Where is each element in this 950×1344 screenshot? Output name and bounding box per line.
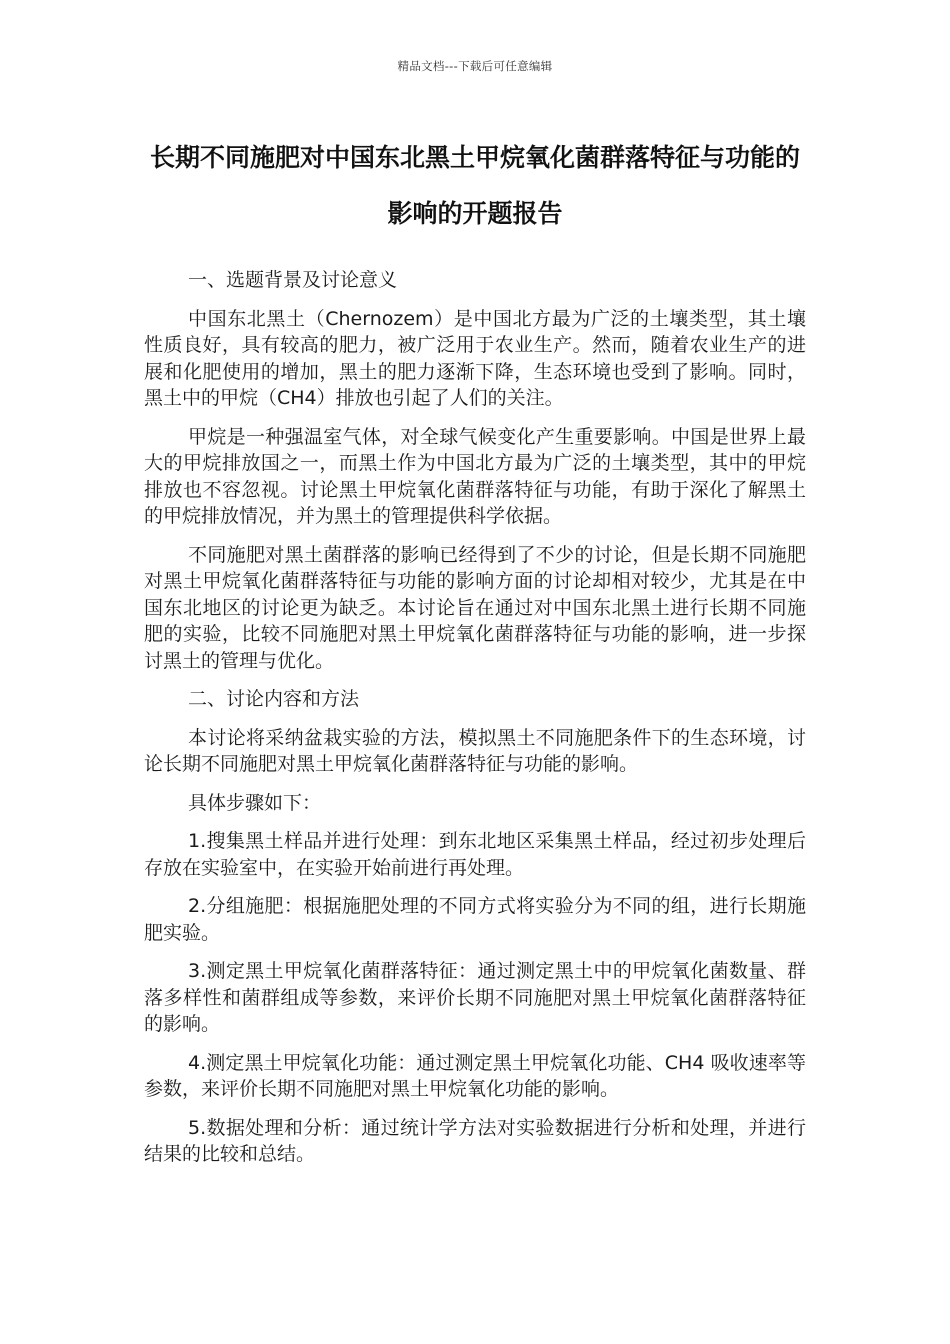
step-item: 1.搜集黑土样品并进行处理：到东北地区采集黑土样品，经过初步处理后存放在实验室中，在实验开始前进行再处理。 (144, 830, 806, 879)
step-item: 3.测定黑土甲烷氧化菌群落特征：通过测定黑土中的甲烷氧化菌数量、群落多样性和菌群组成等参数，来评价长期不同施肥对黑土甲烷氧化菌群落特征的影响。 (144, 960, 806, 1035)
paragraph: 中国东北黑土（Chernozem）是中国北方最为广泛的土壤类型，其土壤性质良好，具有较高的肥力，被广泛用于农业生产。然而，随着农业生产的进展和化肥使用的增加，黑土的肥力逐渐下降，生态环境也受到了影响。同时，黑土中的甲烷（CH4）排放也引起了人们的关注。 (144, 307, 806, 409)
section-heading-methods: 二、讨论内容和方法 (188, 688, 360, 710)
step-item: 4.测定黑土甲烷氧化功能：通过测定黑土甲烷氧化功能、CH4 吸收速率等参数，来评价长期不同施肥对黑土甲烷氧化功能的影响。 (144, 1051, 806, 1100)
paragraph: 不同施肥对黑土菌群落的影响已经得到了不少的讨论，但是长期不同施肥对黑土甲烷氧化菌群落特征与功能的影响方面的讨论却相对较少，尤其是在中国东北地区的讨论更为缺乏。本讨论旨在通过对中国东北黑土进行长期不同施肥的实验，比较不同施肥对黑土甲烷氧化菌群落特征与功能的影响，进一步探讨黑土的管理与优化。 (144, 543, 806, 672)
header-note: 精品文档---下载后可任意编辑 (397, 59, 553, 73)
step-item: 2.分组施肥：根据施肥处理的不同方式将实验分为不同的组，进行长期施肥实验。 (144, 895, 806, 944)
document-title: 长期不同施肥对中国东北黑土甲烷氧化菌群落特征与功能的影响的开题报告 (149, 143, 800, 228)
paragraph: 甲烷是一种强温室气体，对全球气候变化产生重要影响。中国是世界上最大的甲烷排放国之一，而黑土作为中国北方最为广泛的土壤类型，其中的甲烷排放也不容忽视。讨论黑土甲烷氧化菌群落特征与功能，有助于深化了解黑土的甲烷排放情况，并为黑土的管理提供科学依据。 (144, 425, 806, 527)
section-heading-background: 一、选题背景及讨论意义 (188, 269, 398, 291)
steps-label: 具体步骤如下： (188, 791, 322, 814)
step-item: 5.数据处理和分析：通过统计学方法对实验数据进行分析和处理，并进行结果的比较和总结。 (144, 1116, 806, 1165)
document-body (144, 267, 806, 1180)
paragraph: 本讨论将采纳盆栽实验的方法，模拟黑土不同施肥条件下的生态环境，讨论长期不同施肥对黑土甲烷氧化菌群落特征与功能的影响。 (144, 726, 806, 775)
